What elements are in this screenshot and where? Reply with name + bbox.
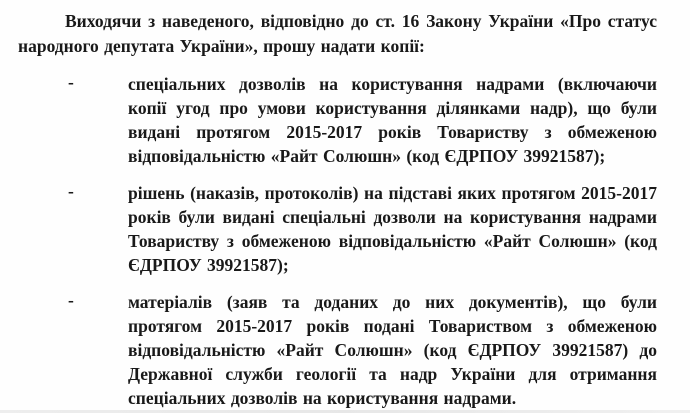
dash-marker: - — [68, 181, 74, 201]
intro-paragraph: Виходячи з наведеного, відповідно до ст. 16 Закону України «Про статус народного депутата України», прошу надати копії: — [18, 11, 657, 56]
dash-marker: - — [68, 72, 74, 92]
list-item — [18, 290, 657, 410]
list-item — [18, 181, 657, 277]
request-list — [18, 72, 657, 410]
list-item-text-3: матеріалів (заяв та доданих до них документів), що були протягом 2015-2017 років подані Товариством з обмеженою відповідальністю «Райт Солюшн» (код ЄДРПОУ 39921587) до Державної служби геології та надр України для отримання спеціальних дозволів на користування надрами. — [128, 292, 657, 408]
list-item-text-1: спеціальних дозволів на користування надрами (включаючи копії угод про умови користування ділянками надр), що були видані протягом 2015-2017 років Товариству з обмеженою відповідальністю «Райт Солюшн» (код ЄДРПОУ 39921587); — [128, 74, 657, 166]
list-item — [18, 72, 657, 168]
dash-marker: - — [68, 290, 74, 310]
list-item-text-2: рішень (наказів, протоколів) на підставі яких протягом 2015-2017 років були видані спеціальні дозволи на користування надрами Товариству з обмеженою відповідальністю «Райт Солюшн» (код ЄДРПОУ 39921587); — [128, 183, 657, 275]
